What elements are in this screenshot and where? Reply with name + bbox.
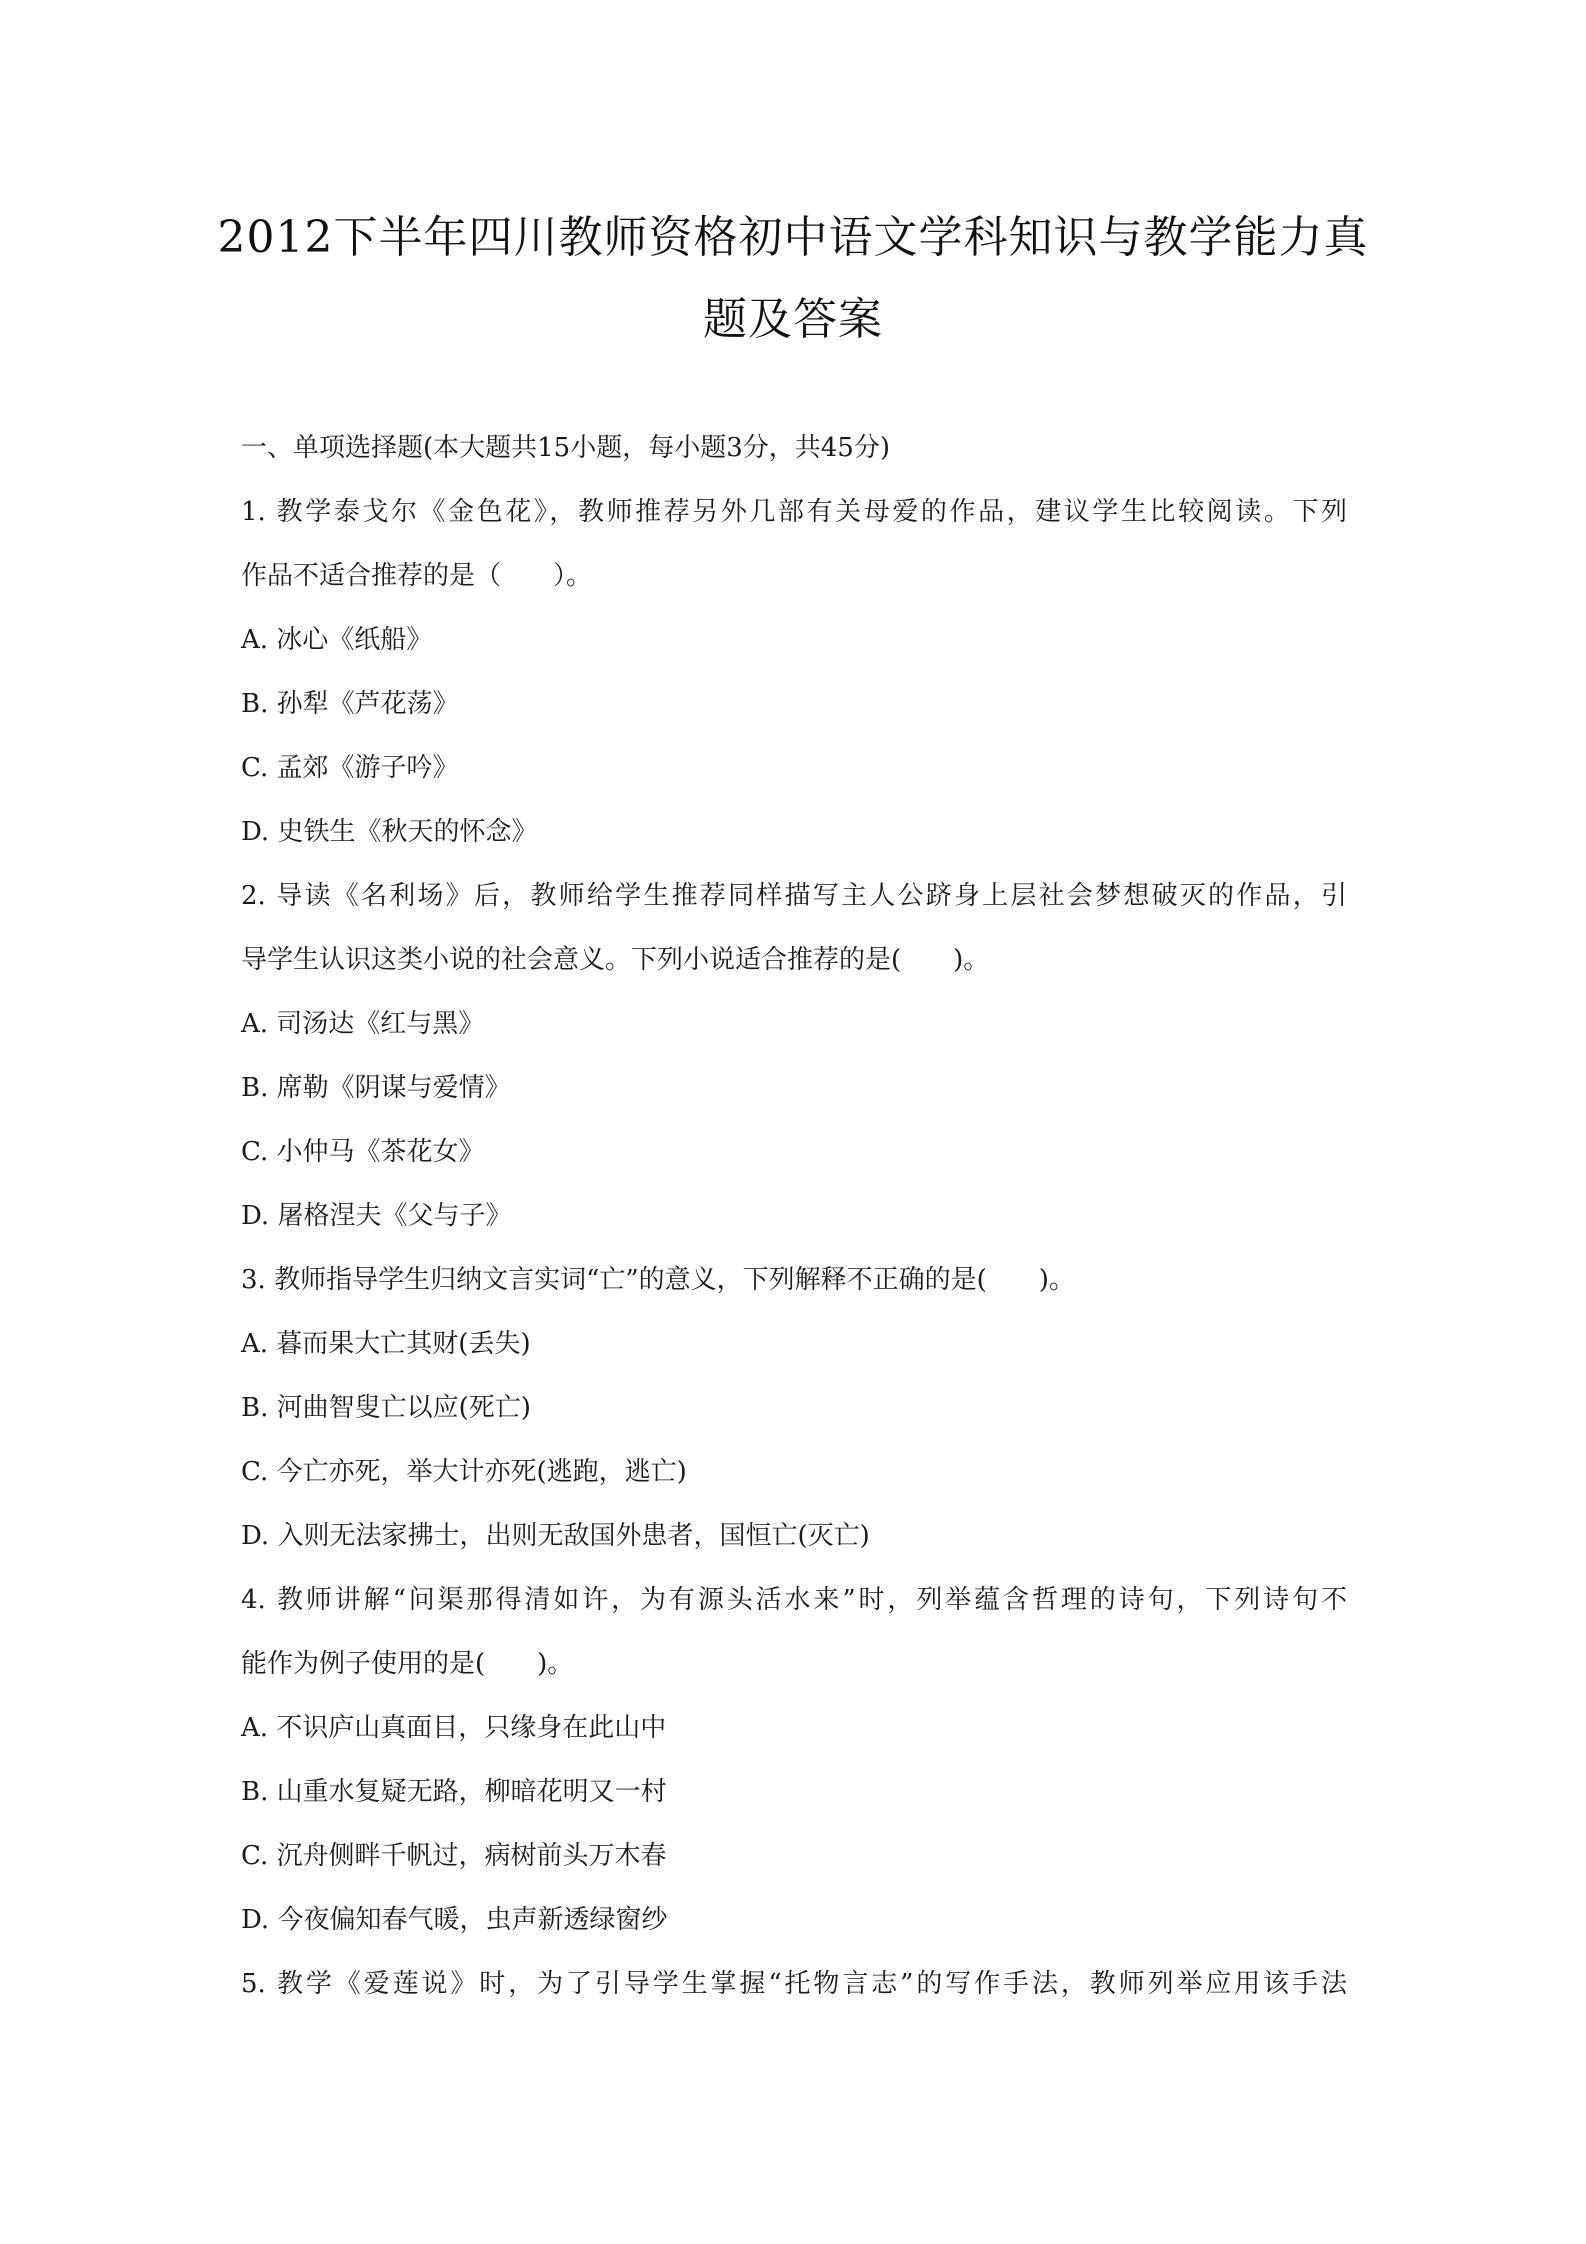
answer-option-c: C. 沉舟侧畔千帆过，病树前头万木春 bbox=[241, 1841, 667, 1871]
answer-option-b: B. 孙犁《芦花荡》 bbox=[241, 689, 459, 719]
answer-option-a: A. 司汤达《红与黑》 bbox=[241, 1009, 485, 1039]
answer-option-b: B. 席勒《阴谋与爱情》 bbox=[241, 1073, 511, 1103]
answer-option-c: C. 今亡亦死，举大计亦死(逃跑，逃亡) bbox=[241, 1457, 687, 1487]
answer-option-d: D. 入则无法家拂士，出则无敌国外患者，国恒亡(灭亡) bbox=[241, 1521, 870, 1551]
answer-option-c: C. 小仲马《茶花女》 bbox=[241, 1137, 485, 1167]
answer-option-d: D. 今夜偏知春气暖，虫声新透绿窗纱 bbox=[241, 1905, 668, 1935]
document-title-line-1: 2012下半年四川教师资格初中语文学科知识与教学能力真 bbox=[217, 212, 1369, 263]
question-stem-line: 作品不适合推荐的是（ ）。 bbox=[241, 561, 593, 591]
answer-option-a: A. 冰心《纸船》 bbox=[241, 625, 433, 655]
answer-option-c: C. 孟郊《游子吟》 bbox=[241, 753, 459, 783]
answer-option-d: D. 屠格涅夫《父与子》 bbox=[241, 1201, 512, 1231]
question-stem-line: 能作为例子使用的是( )。 bbox=[241, 1649, 574, 1679]
question-stem-line: 3. 教师指导学生归纳文言实词“亡”的意义，下列解释不正确的是( )。 bbox=[241, 1265, 1075, 1295]
question-stem-line: 1. 教学泰戈尔《金色花》，教师推荐另外几部有关母爱的作品，建议学生比较阅读。下列 bbox=[241, 497, 1347, 527]
answer-option-b: B. 河曲智叟亡以应(死亡) bbox=[241, 1393, 531, 1423]
answer-option-a: A. 不识庐山真面目，只缘身在此山中 bbox=[241, 1713, 667, 1743]
section-heading: 一、单项选择题(本大题共15小题，每小题3分，共45分) bbox=[241, 433, 890, 463]
document-title-line-2: 题及答案 bbox=[703, 294, 883, 345]
question-stem-line: 2. 导读《名利场》后，教师给学生推荐同样描写主人公跻身上层社会梦想破灭的作品，引 bbox=[241, 881, 1347, 911]
question-stem-line: 4. 教师讲解“问渠那得清如许，为有源头活水来”时，列举蕴含哲理的诗句，下列诗句不 bbox=[241, 1585, 1347, 1615]
question-stem-line: 5. 教学《爱莲说》时，为了引导学生掌握“托物言志”的写作手法，教师列举应用该手法 bbox=[241, 1969, 1347, 1999]
answer-option-b: B. 山重水复疑无路，柳暗花明又一村 bbox=[241, 1777, 667, 1807]
answer-option-a: A. 暮而果大亡其财(丢失) bbox=[241, 1329, 531, 1359]
question-stem-line: 导学生认识这类小说的社会意义。下列小说适合推荐的是( )。 bbox=[241, 945, 990, 975]
answer-option-d: D. 史铁生《秋天的怀念》 bbox=[241, 817, 538, 847]
